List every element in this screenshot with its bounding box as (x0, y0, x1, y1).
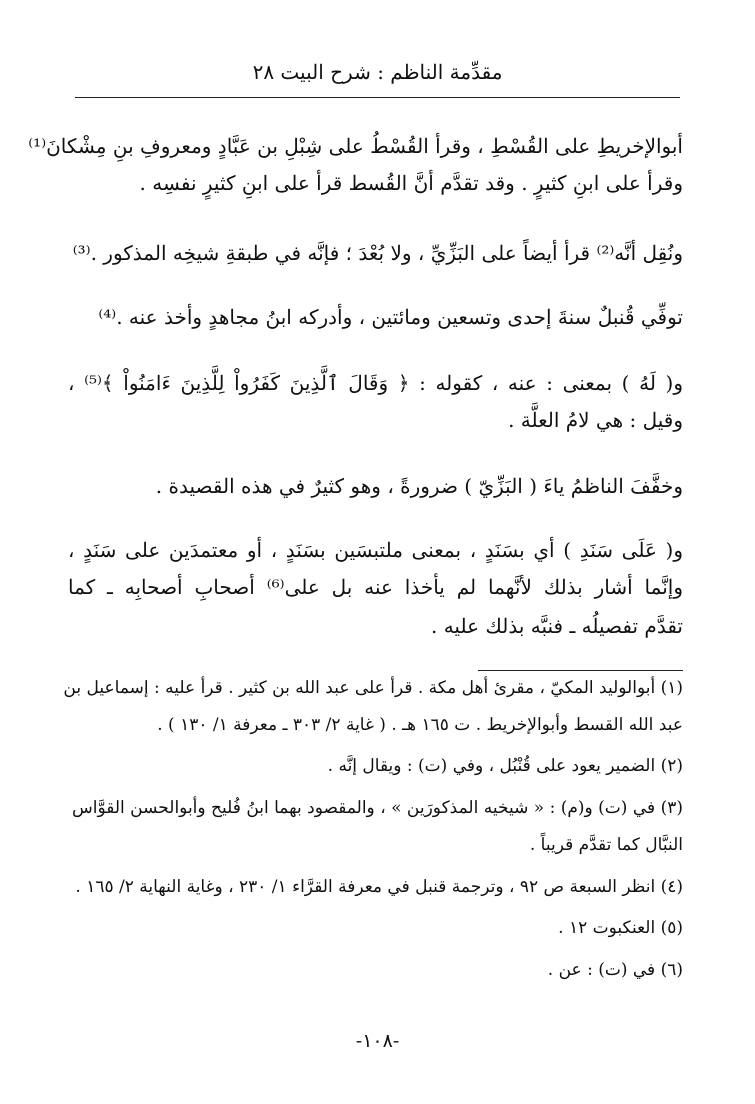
text-line: أبوالإخريطِ على القُسْطِ ، وقرأ القُسْطُ على شِبْلِ بن عَبَّادٍ ومعروفِ بنِ مِشْكانَ⁽¹⁾ (28, 134, 683, 158)
footnote-line: (٤) انظر السبعة ص ٩٢ ، وترجمة قنبل في معرفة القرَّاء ١/ ٢٣٠ ، وغاية النهاية ٢/ ١٦٥ . (75, 877, 683, 897)
footnote-line: (١) أبوالوليد المكيّ ، مقرئ أهل مكة . قرأ على عبد الله بن كثير . قرأ عليه : إسماعيل بن (63, 678, 683, 698)
footnote-line: (٢) الضمير يعود على قُنْبُل ، وفي (ت) : ويقال إنَّه . (327, 756, 683, 776)
text-line: توفِّي قُنبلٌ سنةَ إحدى وتسعين ومائتين ، وأدركه ابنُ مجاهدٍ وأخذ عنه .⁽⁴⁾ (98, 305, 683, 329)
footnote-line: النبَّال كما تقدَّم قريباً . (529, 835, 683, 855)
footnote-line: (٥) العنكبوت ١٢ . (558, 918, 683, 938)
text-line: و( لَهُ ) بمعنى : عنه ، كقوله : ﴿ وَقَالَ ٱلَّذِينَ كَفَرُواْ لِلَّذِينَ ءَامَنُواْ ﴾⁽⁵⁾ ، (68, 371, 683, 395)
footnote-line: (٣) في (ت) و(م) : « شيخيه المذكورَين » ، والمقصود بهما ابنُ فُليح وأبوالحسن القوَّاس (72, 798, 683, 818)
header-rule (75, 97, 680, 98)
text-line: و( عَلَى سَنَدِ ) أي بسَنَدٍ ، بمعنى ملتبسَين بسَنَدٍ ، أو معتمدَين على سَنَدٍ ، (68, 538, 683, 562)
footnote-line: (٦) في (ت) : عن . (547, 960, 683, 980)
running-header: مقدِّمة الناظم : شرح البيت ٢٨ (252, 60, 503, 84)
footnote-line: عبد الله القسط وأبوالإخريط . ت ١٦٥ هـ . ( غاية ٢/ ٣٠٣ ـ معرفة ١/ ١٣٠ ) . (157, 715, 683, 735)
text-line: وقرأ على ابنِ كثيرٍ . وقد تقدَّم أنَّ القُسط قرأ على ابنِ كثيرٍ نفسِه . (139, 171, 683, 195)
text-line: وقيل : هي لامُ العلَّة . (508, 408, 683, 432)
page-number: -١٠٨- (355, 1030, 400, 1052)
text-line: وإنَّما أشار بذلك لأنَّهما لم يأخذا عنه بل على⁽⁶⁾ أصحابِ أصحابِه ـ كما (68, 575, 683, 599)
footnote-rule (478, 670, 683, 671)
text-line: تقدَّم تفصيلُه ـ فنبَّه بذلك عليه . (430, 614, 683, 638)
text-line: وخفَّفَ الناظمُ ياءَ ( البَزِّيّ ) ضرورةً ، وهو كثيرٌ في هذه القصيدة . (155, 474, 683, 498)
text-line: ونُقِل أنَّه⁽²⁾ قرأ أيضاً على البَزِّيِّ ، ولا بُعْدَ ؛ فإنَّه في طبقةِ شيخِه المذكور .⁽³⁾ (72, 241, 683, 265)
